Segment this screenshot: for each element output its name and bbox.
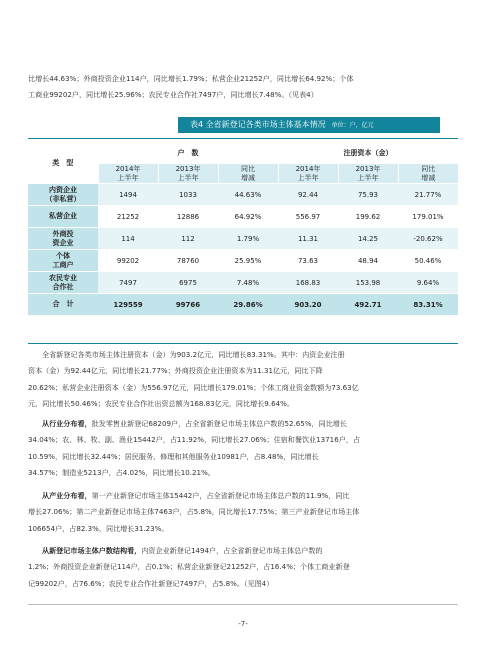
paragraph-heading: 从新登记市场主体户数结构看， xyxy=(42,546,142,555)
table-cell: 14.25 xyxy=(338,228,398,250)
table-cell: 25.95% xyxy=(218,250,278,272)
table-top-rule xyxy=(28,138,458,139)
paragraph-heading: 从产业分布看， xyxy=(42,491,92,500)
table-cell: 78760 xyxy=(158,250,218,272)
row-label: 私营企业 xyxy=(28,206,98,228)
row-label: 外商投 资企业 xyxy=(28,228,98,250)
table-cell: 129559 xyxy=(98,294,158,316)
table-cell: 48.94 xyxy=(338,250,398,272)
subheader-2013-households: 2013年 上半年 xyxy=(158,164,218,184)
table-cell: 1494 xyxy=(98,184,158,206)
subheader-2013-capital: 2013年 上半年 xyxy=(338,164,398,184)
table-cell: 92.44 xyxy=(278,184,338,206)
group-header-capital: 注册资本（金） xyxy=(278,142,458,164)
row-label: 个体 工商户 xyxy=(28,250,98,272)
table-cell: 153.98 xyxy=(338,272,398,294)
table-cell: 99766 xyxy=(158,294,218,316)
paragraph-line: 增长27.06%；第二产业新登记市场主体7463户，占5.8%，同比增长17.75%；第三产业新登记市场主体 xyxy=(28,507,360,517)
table-cell: 99202 xyxy=(98,250,158,272)
table-cell: 179.01% xyxy=(398,206,458,228)
page-number: -7- xyxy=(238,620,248,628)
table-cell: 73.63 xyxy=(278,250,338,272)
table-cell: 21.77% xyxy=(398,184,458,206)
table-cell: 903.20 xyxy=(278,294,338,316)
subheader-change-households: 同比 增减 xyxy=(218,164,278,184)
paragraph-line: 106654户，占82.3%，同比增长31.23%。 xyxy=(28,523,169,533)
table-cell: 556.97 xyxy=(278,206,338,228)
table-cell: 9.64% xyxy=(398,272,458,294)
subheader-2014-capital: 2014年 上半年 xyxy=(278,164,338,184)
table-cell: 12886 xyxy=(158,206,218,228)
table-cell: 75.93 xyxy=(338,184,398,206)
intro-paragraph xyxy=(28,71,452,104)
table-cell: 29.86% xyxy=(218,294,278,316)
table-row xyxy=(28,184,458,206)
subheader-change-capital: 同比 增减 xyxy=(398,164,458,184)
table-bottom-rule xyxy=(28,343,458,344)
footer-divider xyxy=(28,604,458,605)
table-cell: 199.62 xyxy=(338,206,398,228)
structure-paragraph xyxy=(28,543,452,592)
table-caption xyxy=(178,117,440,133)
table-cell: 44.63% xyxy=(218,184,278,206)
row-label: 内资企业 （非私营） xyxy=(28,184,98,206)
paragraph-line: 10.59%，同比增长32.44%；居民服务、修理和其他服务业10981户，占8.48%，同比增长 xyxy=(28,451,319,461)
paragraph-line: 从产业分布看，第一产业新登记市场主体15442户，占全省新登记市场主体总户数的11.9%，同比 xyxy=(42,491,350,500)
table-cell: 168.83 xyxy=(278,272,338,294)
table-unit: 单位：户，亿元 xyxy=(331,122,374,129)
table-title: 表4 全省新登记各类市场主体基本情况 xyxy=(190,120,326,129)
table-cell: 1.79% xyxy=(218,228,278,250)
table-cell: 64.92% xyxy=(218,206,278,228)
sector-paragraph xyxy=(28,488,452,537)
row-label-total: 合 计 xyxy=(28,294,98,316)
table-cell: 21252 xyxy=(98,206,158,228)
paragraph-heading: 从行业分布看， xyxy=(42,419,92,428)
paragraph-line: 1.2%；外商投资企业新登记114户，占0.1%；私营企业新登记21252户，占16.4%；个体工商业新登 xyxy=(28,562,350,572)
paragraph-line: 34.04%；农、林、牧、副、渔业15442户，占11.92%，同比增长27.06%；住宿和餐饮业13716户，占 xyxy=(28,435,360,445)
table-cell: 7497 xyxy=(98,272,158,294)
paragraph-line: 从行业分布看，批发零售业新登记68209户，占全省新登记市场主体总户数的52.65%，同比增长 xyxy=(42,419,347,428)
table-cell: 114 xyxy=(98,228,158,250)
paragraph-line: 元，同比增长50.46%；农民专业合作社出资总额为168.83亿元，同比增长9.64%。 xyxy=(28,398,294,408)
intro-line: 比增长44.63%；外商投资企业114户，同比增长1.79%；私营企业21252户，同比增长64.92%；个体 xyxy=(28,74,354,83)
table-cell: 492.71 xyxy=(338,294,398,316)
column-header-type: 类 型 xyxy=(28,142,98,184)
table-cell: 1033 xyxy=(158,184,218,206)
table-cell: 112 xyxy=(158,228,218,250)
paragraph-line: 34.57%；制造业5213户，占4.02%，同比增长10.21%。 xyxy=(28,467,215,477)
paragraph-line: 记99202户，占76.6%；农民专业合作社新登记7497户，占5.8%。（见图4） xyxy=(28,578,274,588)
table-cell: 83.31% xyxy=(398,294,458,316)
industry-paragraph xyxy=(28,416,452,481)
capital-paragraph xyxy=(28,347,452,412)
table-cell: 7.48% xyxy=(218,272,278,294)
table-header-row xyxy=(28,142,458,164)
table-cell: 6975 xyxy=(158,272,218,294)
intro-line: 工商业99202户，同比增长25.96%；农民专业合作社7497户，同比增长7.48%。（见表4） xyxy=(28,90,318,100)
group-header-households: 户 数 xyxy=(98,142,278,164)
paragraph-line: 20.62%；私营企业注册资本（金）为556.97亿元，同比增长179.01%；个体工商业资金数额为73.63亿 xyxy=(28,382,359,392)
table-row xyxy=(28,228,458,250)
paragraph-line: 全省新登记各类市场主体注册资本（金）为903.2亿元，同比增长83.31%。其中：内资企业注册 xyxy=(42,350,345,359)
table-cell: -20.62% xyxy=(398,228,458,250)
table-cell: 11.31 xyxy=(278,228,338,250)
paragraph-line: 从新登记市场主体户数结构看，内资企业新登记1494户，占全省新登记市场主体总户数的 xyxy=(42,546,323,555)
table-total-row xyxy=(28,294,458,316)
subheader-2014-households: 2014年 上半年 xyxy=(98,164,158,184)
table-cell: 50.46% xyxy=(398,250,458,272)
table-row xyxy=(28,272,458,294)
row-label: 农民专业 合作社 xyxy=(28,272,98,294)
table-row xyxy=(28,206,458,228)
table-row xyxy=(28,250,458,272)
market-entity-table xyxy=(28,142,458,316)
paragraph-line: 资本（金）为92.44亿元，同比增长21.77%；外商投资企业注册资本为11.31亿元，同比下降 xyxy=(28,366,323,376)
